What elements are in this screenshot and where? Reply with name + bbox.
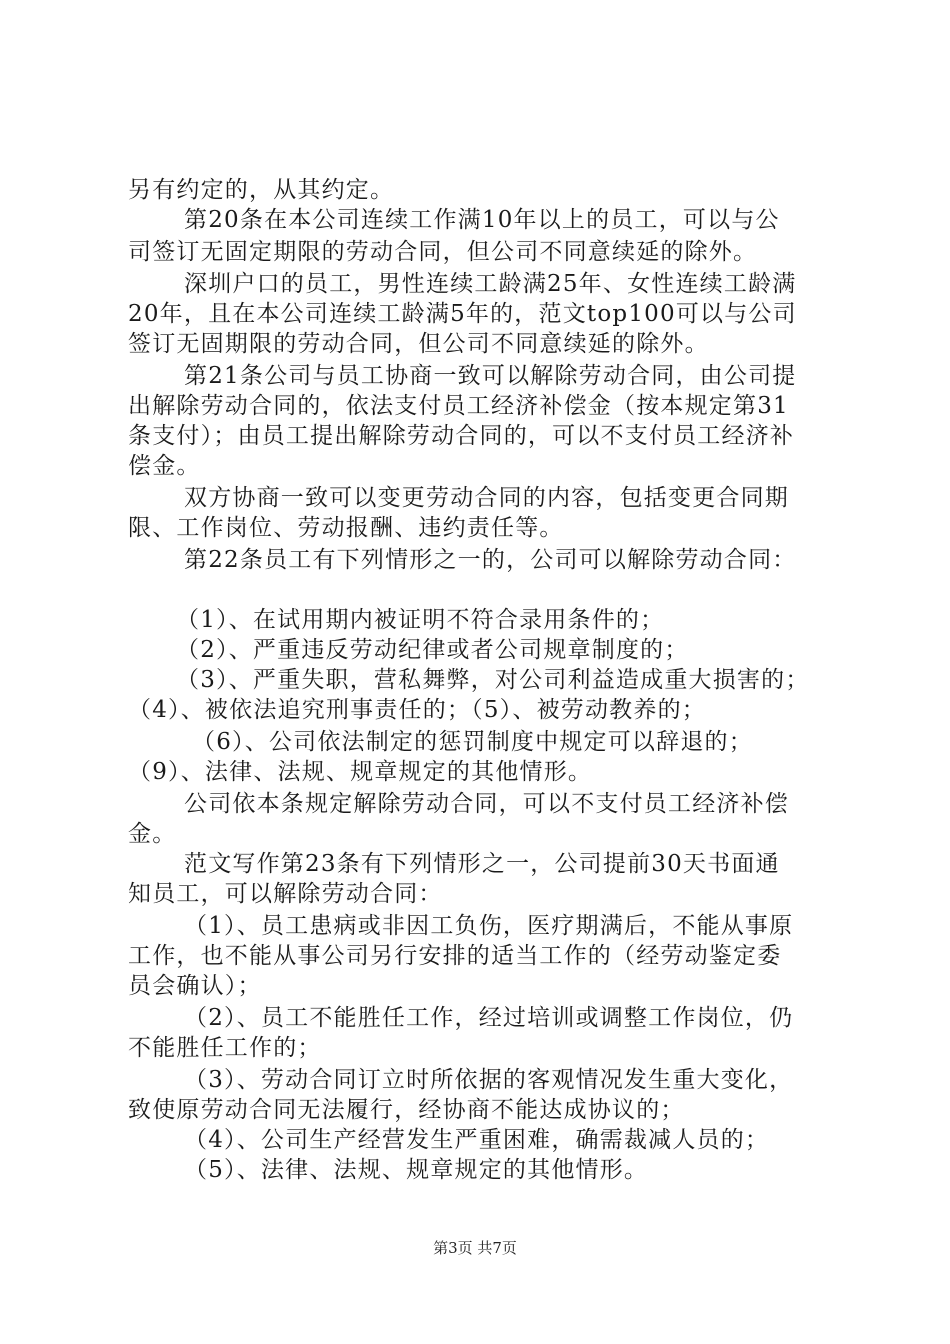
text-line: 条支付）；由员工提出解除劳动合同的，可以不支付员工经济补: [128, 423, 795, 449]
list-item: （1）、在试用期内被证明不符合录用条件的；: [176, 607, 665, 633]
text-line: 第22条员工有下列情形之一的，公司可以解除劳动合同：: [184, 547, 797, 573]
text-line: 第21条公司与员工协商一致可以解除劳动合同，由公司提: [184, 363, 797, 389]
list-item: （3）、劳动合同订立时所依据的客观情况发生重大变化，: [184, 1067, 794, 1093]
text-line: 双方协商一致可以变更劳动合同的内容，包括变更合同期: [184, 485, 789, 511]
text-line: 另有约定的，从其约定。: [128, 177, 395, 203]
page-footer: 第3页 共7页: [433, 1239, 517, 1257]
text-line: 不能胜任工作的；: [128, 1035, 322, 1061]
text-line: 深圳户口的员工，男性连续工龄满25年、女性连续工龄满: [184, 271, 797, 297]
text-line: 知员工，可以解除劳动合同：: [128, 881, 443, 907]
list-item: （3）、严重失职，营私舞弊，对公司利益造成重大损害的；: [176, 667, 810, 693]
list-item: （4）、公司生产经营发生严重困难，确需裁减人员的；: [184, 1127, 770, 1153]
list-item: （5）、法律、法规、规章规定的其他情形。: [184, 1157, 649, 1183]
text-line: 第20条在本公司连续工作满10年以上的员工，可以与公: [184, 207, 780, 233]
list-item: （1）、员工患病或非因工负伤，医疗期满后，不能从事原: [184, 913, 794, 939]
text-line: 限、工作岗位、劳动报酬、违约责任等。: [128, 515, 564, 541]
text-line: 公司依本条规定解除劳动合同，可以不支付员工经济补偿: [184, 791, 789, 817]
text-line: 偿金。: [128, 453, 201, 479]
list-item: （2）、严重违反劳动纪律或者公司规章制度的；: [176, 637, 689, 663]
text-line: 金。: [128, 821, 177, 847]
text-line: 司签订无固定期限的劳动合同，但公司不同意续延的除外。: [128, 239, 758, 265]
text-line: 签订无固期限的劳动合同，但公司不同意续延的除外。: [128, 331, 709, 357]
text-line: 范文写作第23条有下列情形之一，公司提前30天书面通: [184, 851, 780, 877]
text-line: 出解除劳动合同的，依法支付员工经济补偿金（按本规定第31: [128, 393, 789, 419]
text-line: 员会确认）；: [128, 973, 262, 999]
list-item: （2）、员工不能胜任工作，经过培训或调整工作岗位，仍: [184, 1005, 794, 1031]
text-line: 20年，且在本公司连续工龄满5年的，范文top100可以与公司: [128, 301, 797, 327]
text-line: 致使原劳动合同无法履行，经协商不能达成协议的；: [128, 1097, 685, 1123]
text-line: 工作，也不能从事公司另行安排的适当工作的（经劳动鉴定委: [128, 943, 782, 969]
list-item: （4）、被依法追究刑事责任的；（5）、被劳动教养的；: [128, 697, 706, 723]
list-item: （9）、法律、法规、规章规定的其他情形。: [128, 759, 593, 785]
list-item: （6）、公司依法制定的惩罚制度中规定可以辞退的；: [192, 729, 753, 755]
